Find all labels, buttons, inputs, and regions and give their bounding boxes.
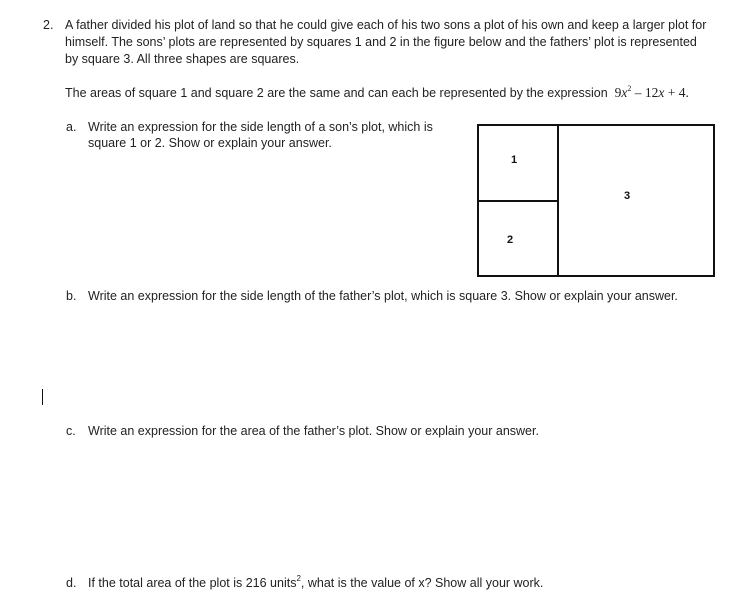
part-b-text: Write an expression for the side length of the father’s plot, which is square 3. Show or explain your answer.: [88, 289, 678, 303]
plot-figure: [477, 124, 715, 277]
text-cursor: [42, 389, 43, 405]
part-a-line-1: Write an expression for the side length of a son’s plot, which is: [88, 120, 433, 134]
part-b-letter: b.: [66, 289, 77, 303]
areas-text: The areas of square 1 and square 2 are the same and can each be represented by the expression: [65, 86, 608, 100]
part-c-text: Write an expression for the area of the father’s plot. Show or explain your answer.: [88, 424, 539, 438]
question-number: 2.: [43, 18, 54, 32]
areas-statement: [65, 85, 689, 101]
square-1: [477, 124, 559, 202]
square-3: [557, 124, 715, 277]
part-d-letter: d.: [66, 576, 77, 590]
part-d-text-after: , what is the value of x? Show all your work.: [300, 576, 544, 590]
intro-line-2: himself. The sons’ plots are represented by squares 1 and 2 in the figure below and the fathers’ plot is represented: [65, 35, 697, 49]
part-a-letter: a.: [66, 120, 77, 134]
intro-line-1: A father divided his plot of land so that he could give each of his two sons a plot of his own and keep a larger plot for: [65, 18, 707, 32]
square-1-label: 1: [511, 154, 518, 166]
part-d-text: [88, 575, 543, 591]
square-2-label: 2: [507, 234, 514, 246]
part-d-text-before: If the total area of the plot is 216 units: [88, 576, 297, 590]
area-expression: $9x^2 - 12x + 4$.: [614, 84, 689, 100]
part-a-line-2: square 1 or 2. Show or explain your answer.: [88, 136, 332, 150]
square-2: [477, 200, 559, 277]
part-d-unit-exponent: 2: [296, 574, 301, 583]
part-c-letter: c.: [66, 424, 76, 438]
square-3-label: 3: [624, 190, 631, 202]
intro-line-3: by square 3. All three shapes are squares.: [65, 52, 300, 66]
